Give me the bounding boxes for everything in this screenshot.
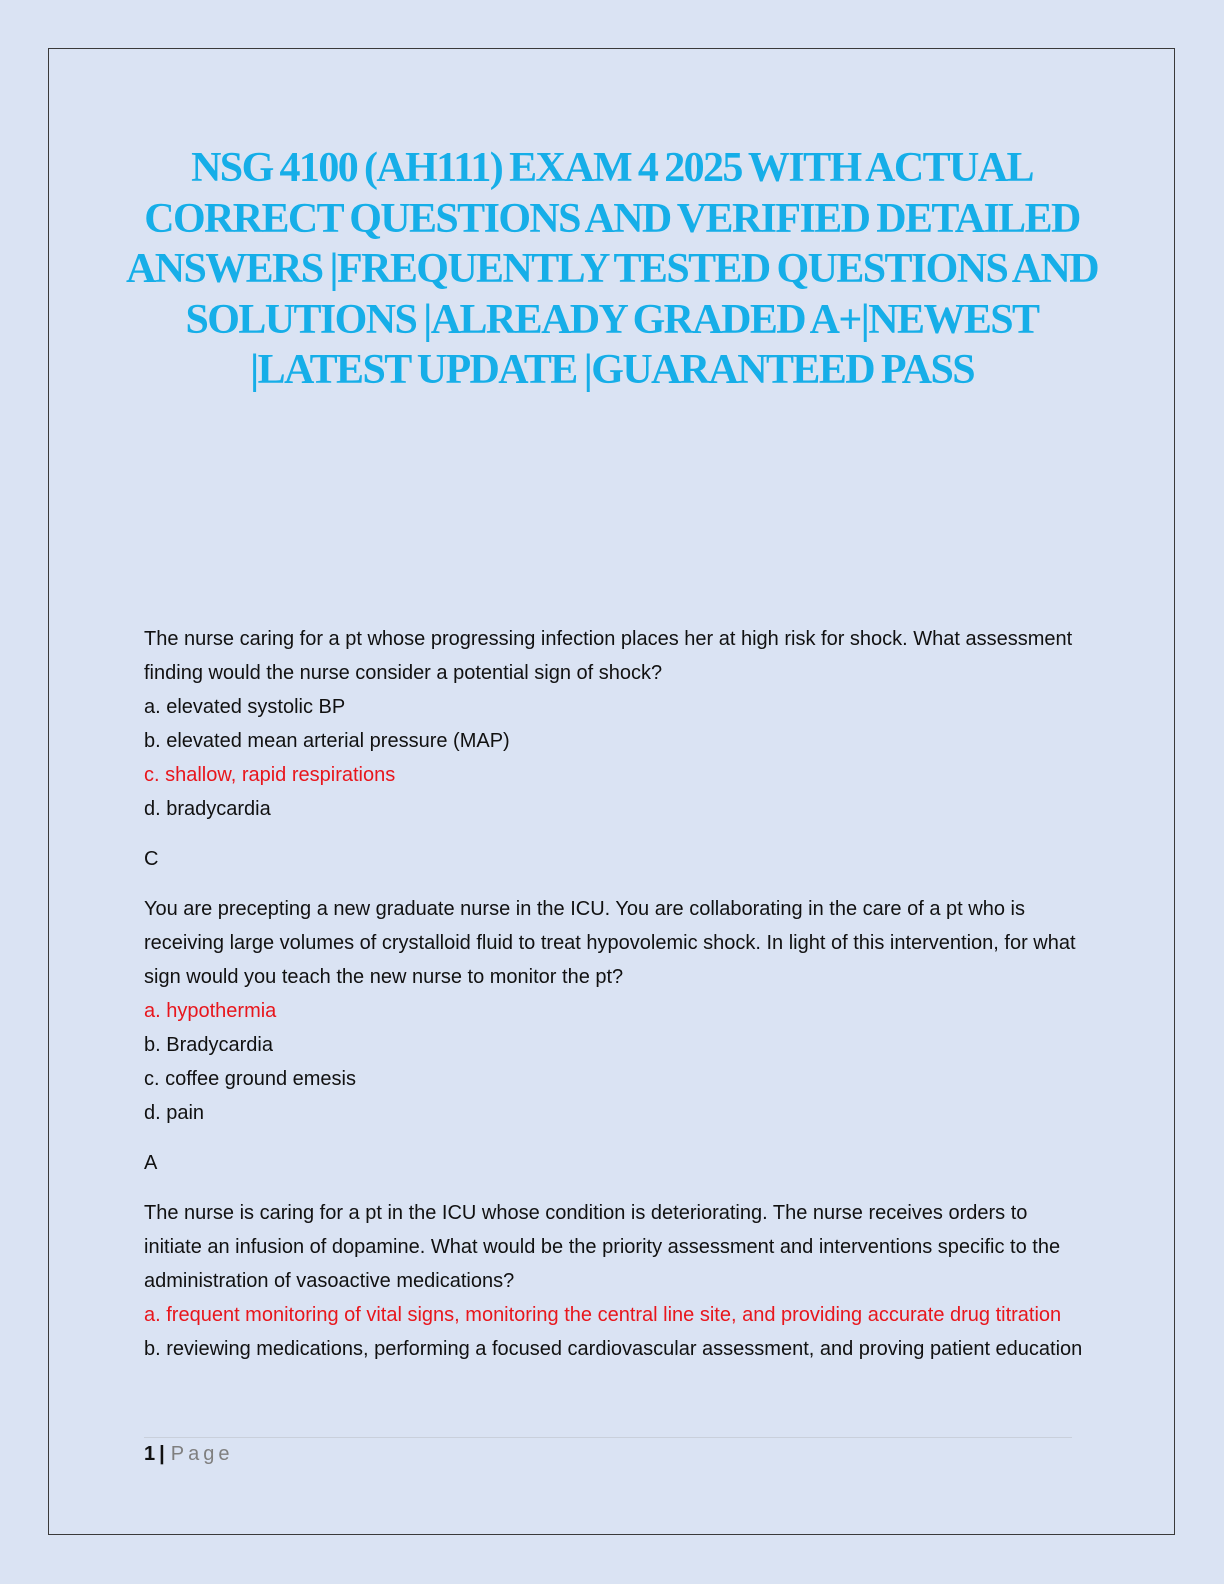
page-number: 1 [144, 1443, 156, 1465]
question-stem: The nurse is caring for a pt in the ICU whose condition is deteriorating. The nurse receives orders to initiate an infusion of dopamine. What would be the priority assessment and interventions specific to the administration of vasoactive medications? [144, 1202, 1061, 1292]
footer-separator: | [159, 1443, 165, 1465]
option-a-correct: a. frequent monitoring of vital signs, monitoring the central line site, and providing accurate drug titration [144, 1304, 1062, 1326]
option-b: b. reviewing medications, performing a focused cardiovascular assessment, and proving patient education [144, 1338, 1083, 1360]
page-label: Page [170, 1443, 234, 1465]
question-stem: You are precepting a new graduate nurse in the ICU. You are collaborating in the care of a pt who is receiving large volumes of crystalloid fluid to treat hypovolemic shock. In light of this intervention, for what sign would you teach the new nurse to monitor the pt? [144, 898, 1076, 988]
document-body [144, 622, 1084, 1382]
answer-block [144, 842, 1084, 876]
question-block [144, 892, 1084, 1130]
question-block [144, 622, 1084, 826]
option-a-correct: a. hypothermia [144, 1000, 277, 1022]
option-c: c. coffee ground emesis [144, 1068, 356, 1090]
option-d: d. bradycardia [144, 798, 271, 820]
option-b: b. Bradycardia [144, 1034, 273, 1056]
option-b: b. elevated mean arterial pressure (MAP) [144, 730, 510, 752]
option-a: a. elevated systolic BP [144, 696, 346, 718]
answer-block [144, 1146, 1084, 1180]
question-block [144, 1196, 1084, 1366]
footer-divider [144, 1437, 1072, 1438]
answer-key: A [144, 1152, 158, 1174]
page-footer [144, 1441, 233, 1467]
document-title: NSG 4100 (AH111) EXAM 4 2025 WITH ACTUAL CORRECT QUESTIONS AND VERIFIED DETAILED ANSWERS |FREQUENTLY TESTED QUESTIONS AND SOLUTIONS |ALREADY GRADED A+|NEWEST |LATEST UPDATE |GUARANTEED PASS [125, 145, 1098, 393]
question-stem: The nurse caring for a pt whose progressing infection places her at high risk for shock. What assessment finding would the nurse consider a potential sign of shock? [144, 628, 1073, 684]
option-d: d. pain [144, 1102, 205, 1124]
answer-key: C [144, 848, 159, 870]
option-c-correct: c. shallow, rapid respirations [144, 764, 396, 786]
